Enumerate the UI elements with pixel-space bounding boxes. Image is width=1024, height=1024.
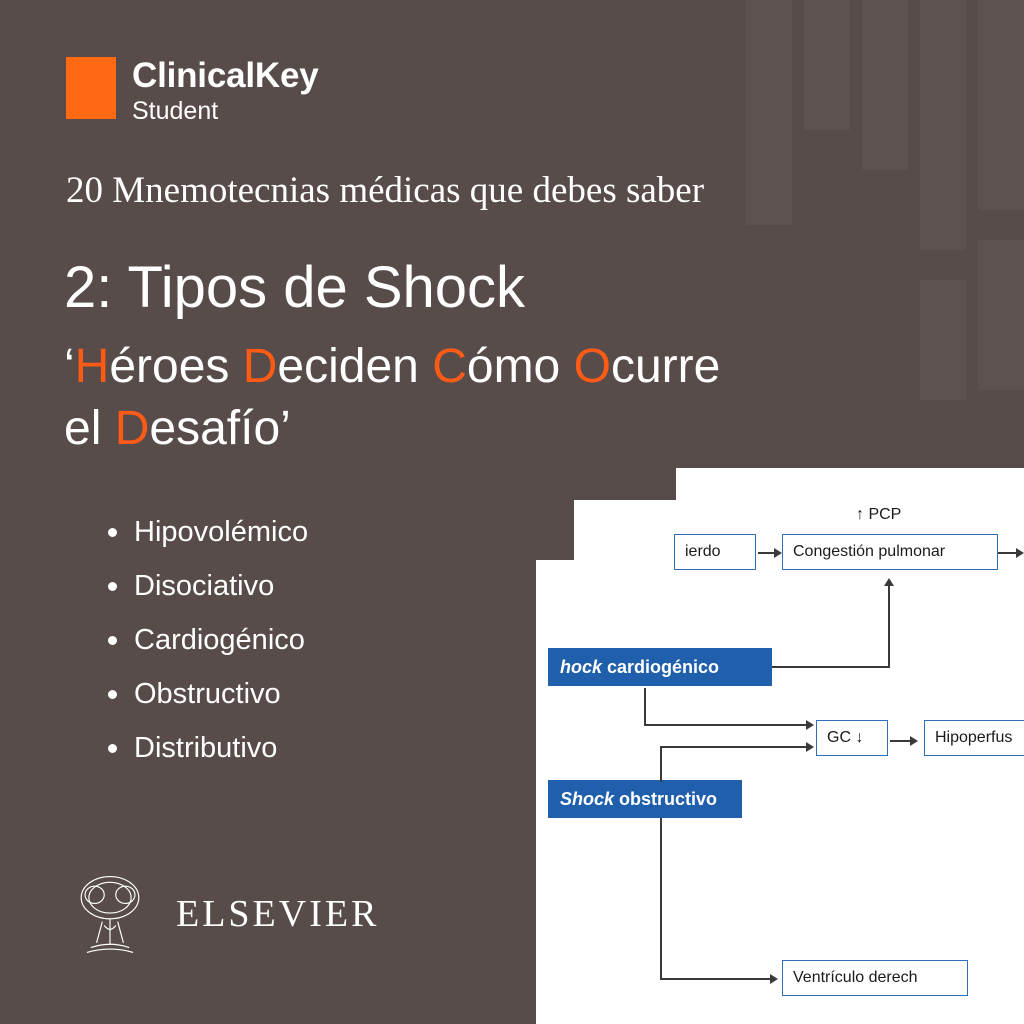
mnemonic-letter-3: O (573, 340, 611, 393)
mnemonic-rest-3: curre (610, 340, 721, 393)
mnemonic-letter-0: H (74, 340, 110, 393)
shock-types-list (96, 505, 308, 775)
elsevier-wordmark: ELSEVIER (176, 893, 380, 935)
connector (660, 818, 662, 980)
arrow-icon (884, 578, 894, 586)
mnemonic-letter-2: C (432, 340, 467, 393)
logo-sub-label: Student (132, 97, 219, 125)
page-title: 2: Tipos de Shock (64, 255, 526, 320)
elsevier-tree-icon (62, 866, 158, 962)
node-ventriculo-derecho: Ventrículo derech (782, 960, 968, 996)
arrow-icon (774, 548, 782, 558)
elsevier-logo (62, 866, 379, 962)
node-izquierdo: ierdo (674, 534, 756, 570)
mnemonic-rest-0: éroes (109, 340, 243, 393)
list-item: Disociativo (134, 559, 308, 613)
node-shock-cardiogenico-rest: cardiogénico (602, 657, 720, 677)
list-item: Cardiogénico (134, 613, 308, 667)
connector (890, 740, 912, 742)
connector (644, 724, 808, 726)
mnemonic-letter-5: D (114, 402, 150, 455)
node-shock-obstructivo-rest: obstructivo (614, 789, 718, 809)
connector (758, 552, 774, 554)
connector (660, 746, 808, 748)
logo-main-label: ClinicalKey (132, 56, 319, 95)
connector (660, 978, 772, 980)
logo-text (132, 57, 319, 127)
mnemonic-close-quote: ’ (280, 402, 291, 455)
node-shock-obstructivo (548, 780, 742, 818)
list-item: Distributivo (134, 721, 308, 775)
mnemonic-rest-2: ómo (466, 340, 574, 393)
mnemonic-letter-1: D (242, 340, 278, 393)
connector (660, 746, 662, 782)
mnemonic-rest-5: esafío (149, 402, 281, 455)
arrow-icon (806, 742, 814, 752)
arrow-icon (910, 736, 918, 746)
flow-diagram (536, 468, 1024, 1024)
series-title: 20 Mnemotecnias médicas que debes saber (66, 170, 705, 211)
arrow-icon (806, 720, 814, 730)
node-shock-obstructivo-italic: Shock (560, 789, 615, 809)
node-hipoperfusion: Hipoperfus (924, 720, 1024, 756)
connector (772, 666, 890, 668)
mnemonic-rest-4: el (64, 402, 115, 455)
mnemonic-open-quote: ‘ (64, 340, 75, 393)
connector (644, 688, 646, 726)
node-shock-cardiogenico (548, 648, 772, 686)
list-item: Obstructivo (134, 667, 308, 721)
list-item: Hipovolémico (134, 505, 308, 559)
arrow-icon (1016, 548, 1024, 558)
node-congestion-pulmonar: Congestión pulmonar (782, 534, 998, 570)
node-shock-cardiogenico-italic: hock (560, 657, 603, 677)
mnemonic-rest-1: eciden (277, 340, 433, 393)
logo-square-icon (66, 57, 116, 119)
connector (888, 586, 890, 668)
arrow-icon (770, 974, 778, 984)
annotation-pcp: ↑ PCP (856, 506, 902, 523)
clinicalkey-logo (66, 57, 319, 127)
mnemonic-phrase (64, 336, 894, 460)
node-gc: GC ↓ (816, 720, 888, 756)
